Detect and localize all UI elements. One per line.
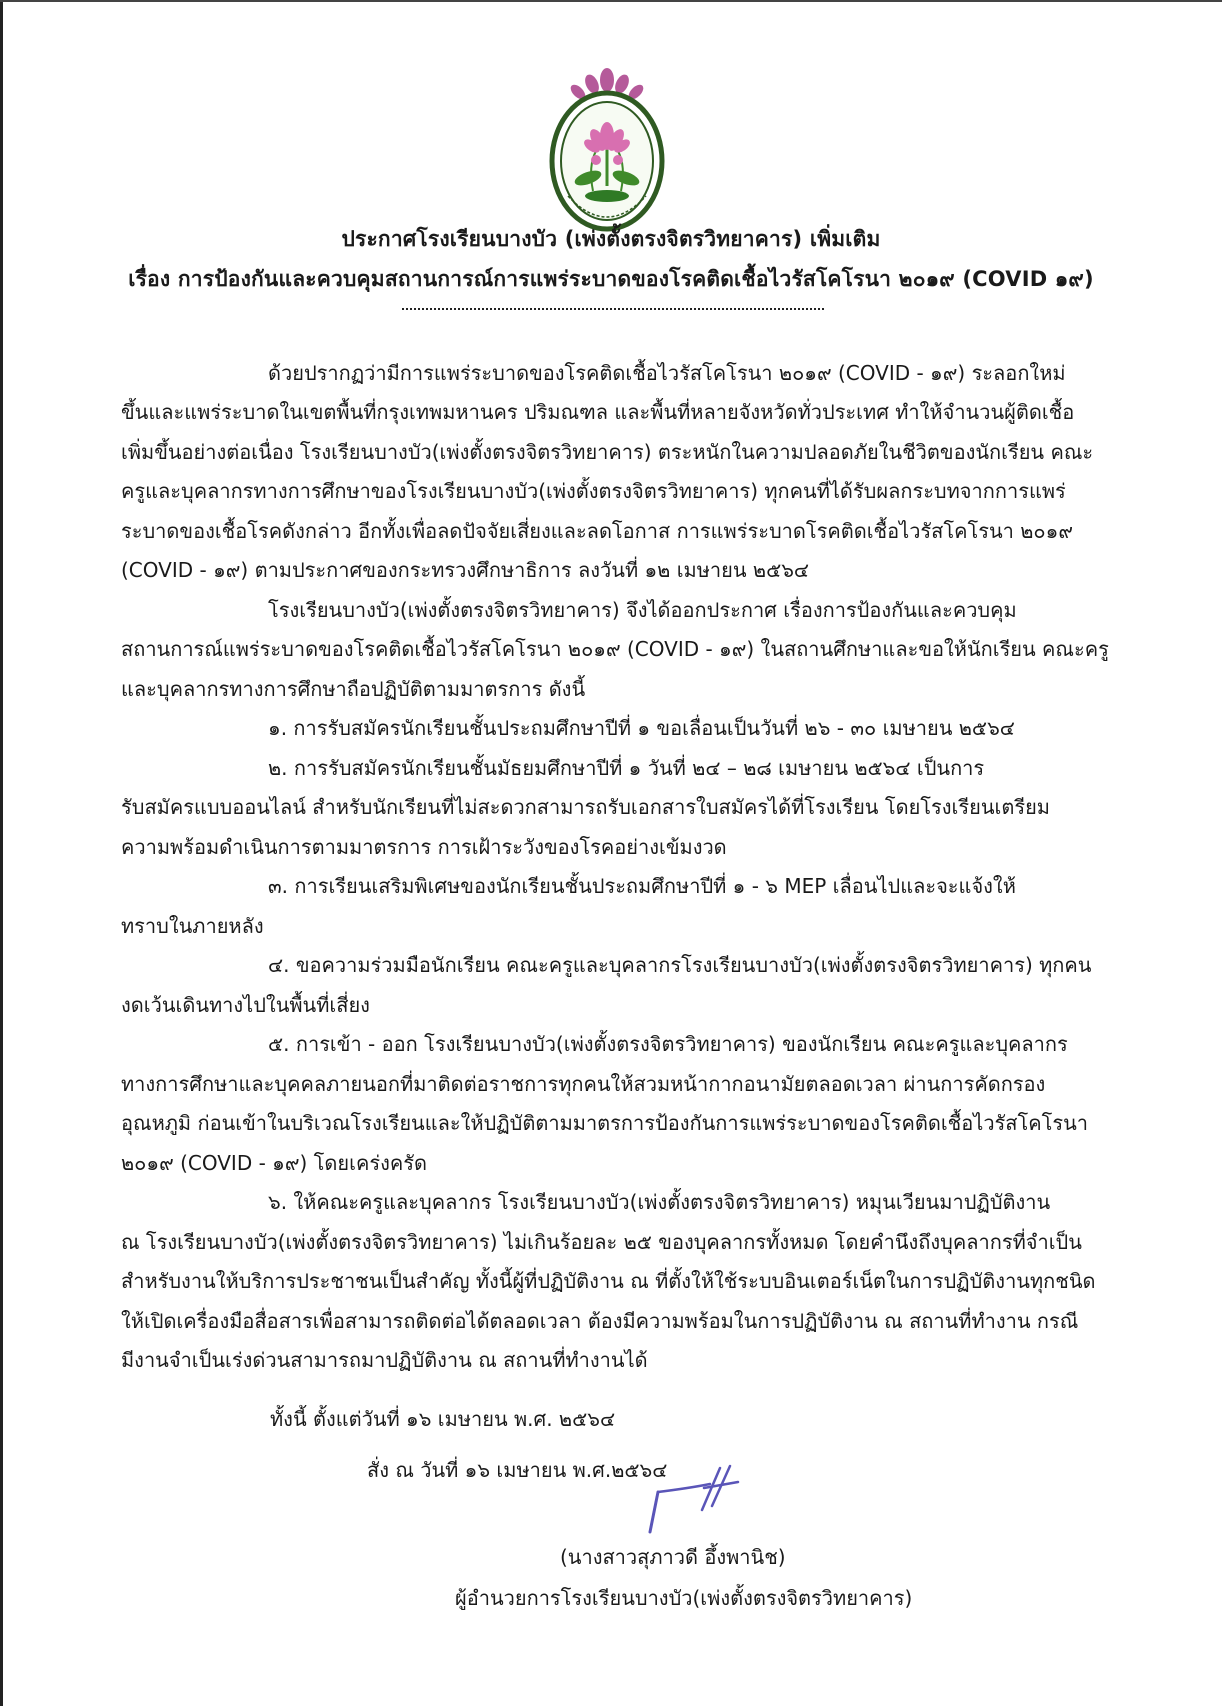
body-line: สถานการณ์แพร่ระบาดของโรคติดเชื้อไวรัสโคโรนา ๒๐๑๙ (COVID - ๑๙) ในสถานศึกษาและขอให้นักเรียน คณะครู — [121, 637, 1109, 661]
body-line: อุณหภูมิ ก่อนเข้าในบริเวณโรงเรียนและให้ปฏิบัติตามมาตรการป้องกันการแพร่ระบาดของโรคติดเชื้อไวรัสโคโรนา — [121, 1111, 1089, 1135]
signatory-position: ผู้อำนวยการโรงเรียนบางบัว(เพ่งตั้งตรงจิตรวิทยาคาร) — [455, 1586, 913, 1610]
school-emblem-logo — [548, 66, 666, 238]
announcement-title: ประกาศโรงเรียนบางบัว (เพ่งตั้งตรงจิตรวิทยาคาร) เพิ่มเติม — [341, 227, 881, 251]
page-border-top — [0, 0, 1222, 2]
measure-item-5: ๕. การเข้า - ออก โรงเรียนบางบัว(เพ่งตั้งตรงจิตรวิทยาคาร) ของนักเรียน คณะครูและบุคลากร — [268, 1032, 1068, 1056]
page-border-left — [0, 0, 3, 1706]
announcement-subject: เรื่อง การป้องกันและควบคุมสถานการณ์การแพร่ระบาดของโรคติดเชื้อไวรัสโคโรนา ๒๐๑๙ (COVID ๑๙) — [128, 267, 1094, 291]
body-line: งดเว้นเดินทางไปในพื้นที่เสี่ยง — [121, 993, 370, 1017]
measure-item-2: ๒. การรับสมัครนักเรียนชั้นมัธยมศึกษาปีที่ ๑ วันที่ ๒๔ – ๒๘ เมษายน ๒๕๖๔ เป็นการ — [268, 756, 985, 780]
measure-item-6: ๖. ให้คณะครูและบุคลากร โรงเรียนบางบัว(เพ่งตั้งตรงจิตรวิทยาคาร) หมุนเวียนมาปฏิบัติงาน — [268, 1190, 1051, 1214]
body-line: ระบาดของเชื้อโรคดังกล่าว อีกทั้งเพื่อลดปัจจัยเสี่ยงและลดโอกาส การแพร่ระบาดโรคติดเชื้อไวรัสโคโรนา ๒๐๑๙ — [121, 519, 1073, 543]
body-line: ณ โรงเรียนบางบัว(เพ่งตั้งตรงจิตรวิทยาคาร) ไม่เกินร้อยละ ๒๕ ของบุคลากรทั้งหมด โดยคำนึงถึงบุคลากรที่จำเป็น — [121, 1230, 1082, 1254]
body-line: ทราบในภายหลัง — [121, 914, 264, 938]
body-line: สำหรับงานให้บริการประชาชนเป็นสำคัญ ทั้งนี้ผู้ที่ปฏิบัติงาน ณ ที่ตั้งให้ใช้ระบบอินเตอร์เน็ตในการปฏิบัติงานทุกชนิด — [121, 1269, 1096, 1293]
body-line: โรงเรียนบางบัว(เพ่งตั้งตรงจิตรวิทยาคาร) จึงได้ออกประกาศ เรื่องการป้องกันและควบคุม — [268, 598, 1017, 622]
measure-item-3: ๓. การเรียนเสริมพิเศษของนักเรียนชั้นประถมศึกษาปีที่ ๑ - ๖ MEP เลื่อนไปและจะแจ้งให้ — [268, 874, 1016, 898]
body-line: มีงานจำเป็นเร่งด่วนสามารถมาปฏิบัติงาน ณ สถานที่ทำงานได้ — [121, 1348, 648, 1372]
body-line: เพิ่มขึ้นอย่างต่อเนื่อง โรงเรียนบางบัว(เพ่งตั้งตรงจิตรวิทยาคาร) ตระหนักในความปลอดภัยในชีวิตของนักเรียน คณะ — [121, 440, 1094, 464]
measure-item-4: ๔. ขอความร่วมมือนักเรียน คณะครูและบุคลากรโรงเรียนบางบัว(เพ่งตั้งตรงจิตรวิทยาคาร) ทุกคน — [268, 953, 1092, 977]
effective-date: ทั้งนี้ ตั้งแต่วันที่ ๑๖ เมษายน พ.ศ. ๒๕๖๔ — [270, 1407, 616, 1431]
body-line: ความพร้อมดำเนินการตามมาตรการ การเฝ้าระวังของโรคอย่างเข้มงวด — [121, 835, 727, 859]
title-divider — [402, 308, 824, 310]
body-line: ๒๐๑๙ (COVID - ๑๙) โดยเคร่งครัด — [121, 1151, 427, 1175]
order-date: สั่ง ณ วันที่ ๑๖ เมษายน พ.ศ.๒๕๖๔ — [367, 1458, 668, 1482]
signatory-name: (นางสาวสุภาวดี อึ้งพานิช) — [560, 1545, 786, 1569]
signature-scribble — [640, 1462, 750, 1542]
measure-item-1: ๑. การรับสมัครนักเรียนชั้นประถมศึกษาปีที่ ๑ ขอเลื่อนเป็นวันที่ ๒๖ - ๓๐ เมษายน ๒๕๖๔ — [268, 716, 1015, 740]
body-line: ขึ้นและแพร่ระบาดในเขตพื้นที่กรุงเทพมหานคร ปริมณฑล และพื้นที่หลายจังหวัดทั่วประเทศ ทำให้จำนวนผู้ติดเชื้อ — [121, 400, 1075, 424]
body-line: ครูและบุคลากรทางการศึกษาของโรงเรียนบางบัว(เพ่งตั้งตรงจิตรวิทยาคาร) ทุกคนที่ได้รับผลกระบทจากการแพร่ — [121, 479, 1066, 503]
body-line: รับสมัครแบบออนไลน์ สำหรับนักเรียนที่ไม่สะดวกสามารถรับเอกสารใบสมัครได้ที่โรงเรียน โดยโรงเรียนเตรียม — [121, 795, 1050, 819]
body-line: ให้เปิดเครื่องมือสื่อสารเพื่อสามารถติดต่อได้ตลอดเวลา ต้องมีความพร้อมในการปฏิบัติงาน ณ สถานที่ทำงาน กรณี — [121, 1309, 1079, 1333]
body-line: และบุคลากรทางการศึกษาถือปฏิบัติตามมาตรการ ดังนี้ — [121, 677, 586, 701]
body-line: (COVID - ๑๙) ตามประกาศของกระทรวงศึกษาธิการ ลงวันที่ ๑๒ เมษายน ๒๕๖๔ — [121, 558, 810, 582]
body-line: ทางการศึกษาและบุคคลภายนอกที่มาติดต่อราชการทุกคนให้สวมหน้ากากอนามัยตลอดเวลา ผ่านการคัดกรอง — [121, 1072, 1046, 1096]
body-line: ด้วยปรากฏว่ามีการแพร่ระบาดของโรคติดเชื้อไวรัสโคโรนา ๒๐๑๙ (COVID - ๑๙) ระลอกใหม่ — [268, 361, 1066, 385]
